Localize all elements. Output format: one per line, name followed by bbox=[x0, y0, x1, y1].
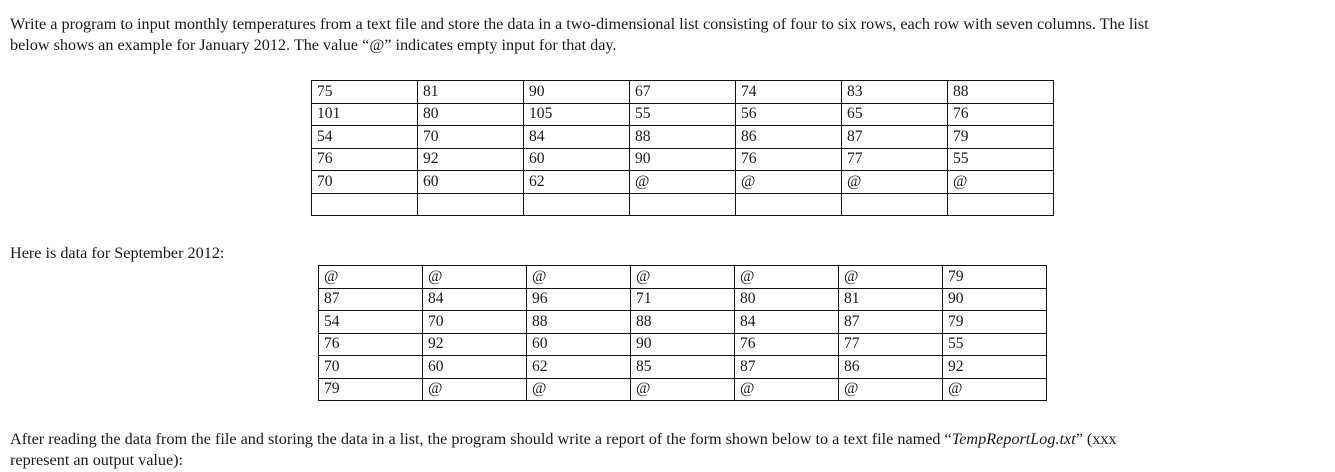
table-cell bbox=[312, 193, 418, 216]
table-cell: 76 bbox=[735, 333, 839, 356]
table-cell: 55 bbox=[943, 333, 1047, 356]
table-cell: @ bbox=[839, 266, 943, 289]
table-cell: 86 bbox=[736, 126, 842, 149]
table-cell bbox=[630, 193, 736, 216]
table-cell: 75 bbox=[312, 81, 418, 104]
table-cell: @ bbox=[423, 378, 527, 401]
table-cell: 76 bbox=[948, 103, 1054, 126]
table-cell: 105 bbox=[524, 103, 630, 126]
table-cell: 101 bbox=[312, 103, 418, 126]
table-cell: 90 bbox=[631, 333, 735, 356]
table-cell: 90 bbox=[630, 148, 736, 171]
table-cell: @ bbox=[839, 378, 943, 401]
table-cell bbox=[418, 193, 524, 216]
table-cell: 90 bbox=[943, 288, 1047, 311]
table-cell: 76 bbox=[319, 333, 423, 356]
table-cell: 54 bbox=[312, 126, 418, 149]
table-cell: 79 bbox=[948, 126, 1054, 149]
table-cell: 80 bbox=[735, 288, 839, 311]
report-text-line-2: represent an output value): bbox=[10, 451, 184, 469]
table-cell: 88 bbox=[948, 81, 1054, 104]
table-cell: @ bbox=[527, 378, 631, 401]
table-cell: 67 bbox=[630, 81, 736, 104]
table-cell: 60 bbox=[423, 356, 527, 379]
table-row bbox=[319, 311, 1047, 334]
table-cell: 70 bbox=[312, 171, 418, 194]
table-cell: 87 bbox=[842, 126, 948, 149]
table-cell: 85 bbox=[631, 356, 735, 379]
table-cell: 76 bbox=[312, 148, 418, 171]
table-cell: 92 bbox=[423, 333, 527, 356]
table-cell: 77 bbox=[839, 333, 943, 356]
table-cell bbox=[736, 193, 842, 216]
report-text-after-filename: ” (xxx bbox=[1075, 430, 1117, 448]
table-cell: 76 bbox=[736, 148, 842, 171]
table-cell: 84 bbox=[423, 288, 527, 311]
intro-paragraph bbox=[10, 14, 1332, 56]
table-cell: 83 bbox=[842, 81, 948, 104]
table-cell: @ bbox=[842, 171, 948, 194]
table-cell: 96 bbox=[527, 288, 631, 311]
table-row bbox=[312, 81, 1054, 104]
table-cell: 56 bbox=[736, 103, 842, 126]
table-row bbox=[312, 171, 1054, 194]
table-cell: 62 bbox=[527, 356, 631, 379]
table-cell: @ bbox=[527, 266, 631, 289]
report-text-before-filename: After reading the data from the file and storing the data in a list, the program should write a report of the form shown below to a text file named “ bbox=[10, 430, 952, 448]
table-row bbox=[319, 333, 1047, 356]
table-row bbox=[319, 356, 1047, 379]
table-cell: @ bbox=[735, 378, 839, 401]
table-cell: 79 bbox=[943, 311, 1047, 334]
table-cell: 54 bbox=[319, 311, 423, 334]
table-cell: 90 bbox=[524, 81, 630, 104]
table-cell: @ bbox=[630, 171, 736, 194]
table-cell: 70 bbox=[423, 311, 527, 334]
table-cell: 86 bbox=[839, 356, 943, 379]
september-label-text: Here is data for September 2012: bbox=[10, 244, 225, 262]
intro-line-1: Write a program to input monthly temperatures from a text file and store the data in a two-dimensional list consisting of four to six rows, each row with seven columns. The list bbox=[10, 15, 1149, 33]
table-cell: @ bbox=[631, 378, 735, 401]
report-filename: TempReportLog.txt bbox=[951, 430, 1076, 448]
table-cell: 55 bbox=[630, 103, 736, 126]
table-cell: 92 bbox=[418, 148, 524, 171]
table-row bbox=[312, 193, 1054, 216]
table-cell: @ bbox=[631, 266, 735, 289]
intro-line-2: below shows an example for January 2012. The value “@” indicates empty input for that day. bbox=[10, 36, 617, 54]
table-cell: 55 bbox=[948, 148, 1054, 171]
table-cell: 70 bbox=[319, 356, 423, 379]
table-row bbox=[312, 126, 1054, 149]
table-cell: @ bbox=[943, 378, 1047, 401]
table-cell: 87 bbox=[319, 288, 423, 311]
table-cell: 88 bbox=[527, 311, 631, 334]
table-cell: 60 bbox=[524, 148, 630, 171]
table-cell: 77 bbox=[842, 148, 948, 171]
table-row bbox=[312, 148, 1054, 171]
table-cell: @ bbox=[319, 266, 423, 289]
september-label bbox=[10, 243, 224, 264]
january-temperature-table bbox=[311, 80, 1054, 216]
report-instructions-paragraph bbox=[10, 429, 1332, 471]
table-row bbox=[319, 288, 1047, 311]
table-cell: @ bbox=[948, 171, 1054, 194]
table-cell: 81 bbox=[839, 288, 943, 311]
table-cell: 60 bbox=[418, 171, 524, 194]
table-cell bbox=[842, 193, 948, 216]
table-cell bbox=[524, 193, 630, 216]
table-cell: 92 bbox=[943, 356, 1047, 379]
table-cell: 74 bbox=[736, 81, 842, 104]
table-cell: 87 bbox=[839, 311, 943, 334]
table-cell: 60 bbox=[527, 333, 631, 356]
table-cell: 71 bbox=[631, 288, 735, 311]
september-temperature-table bbox=[318, 265, 1047, 401]
table-cell: 79 bbox=[319, 378, 423, 401]
table-cell: @ bbox=[736, 171, 842, 194]
table-row bbox=[319, 266, 1047, 289]
table-cell bbox=[948, 193, 1054, 216]
table-cell: 79 bbox=[943, 266, 1047, 289]
table-cell: 80 bbox=[418, 103, 524, 126]
table-cell: 70 bbox=[418, 126, 524, 149]
table-cell: @ bbox=[423, 266, 527, 289]
table-cell: 65 bbox=[842, 103, 948, 126]
table-cell: 87 bbox=[735, 356, 839, 379]
table-cell: 84 bbox=[524, 126, 630, 149]
table-row bbox=[319, 378, 1047, 401]
table-cell: @ bbox=[735, 266, 839, 289]
table-cell: 88 bbox=[630, 126, 736, 149]
table-cell: 84 bbox=[735, 311, 839, 334]
table-row bbox=[312, 103, 1054, 126]
table-cell: 62 bbox=[524, 171, 630, 194]
table-cell: 81 bbox=[418, 81, 524, 104]
table-cell: 88 bbox=[631, 311, 735, 334]
